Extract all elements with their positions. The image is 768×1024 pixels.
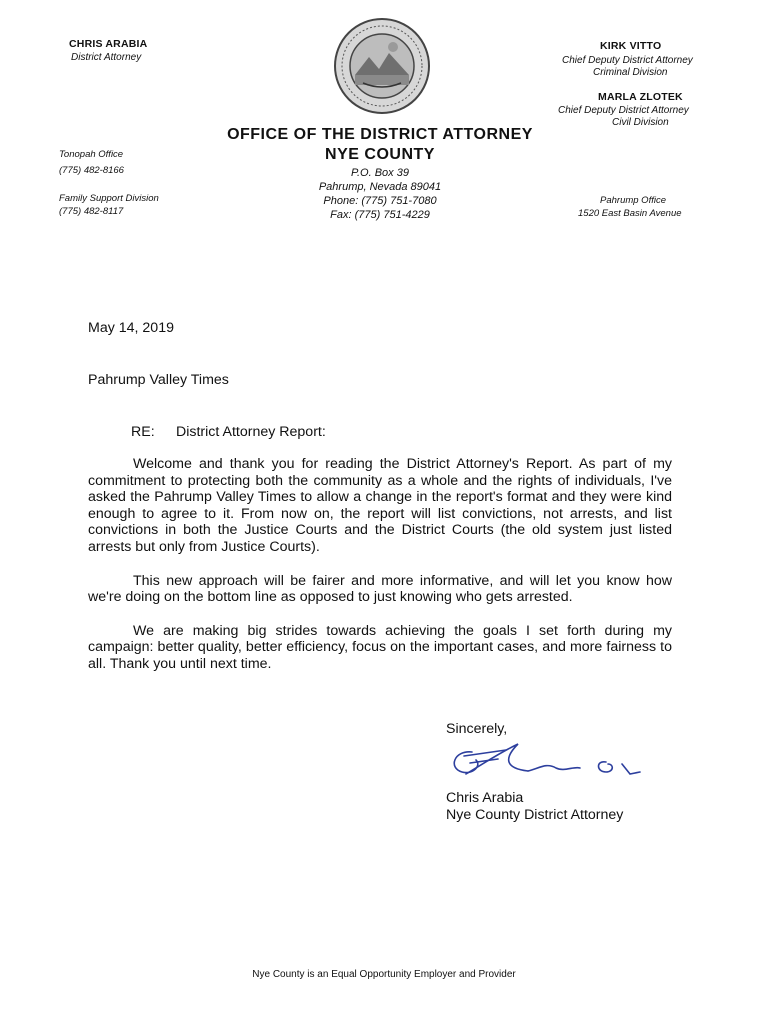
re-subject: District Attorney Report: xyxy=(176,424,326,440)
footer-note: Nye County is an Equal Opportunity Employer and Provider xyxy=(252,969,516,980)
signature-graphic xyxy=(446,738,666,788)
county-seal xyxy=(333,17,431,115)
paragraph-3: We are making big strides towards achieving the goals I set forth during my campaign: better quality, better efficiency, focus on the important cases, and more fairness to all. Thank you until next time. xyxy=(88,622,672,672)
closing: Sincerely, xyxy=(446,721,508,737)
office-title: OFFICE OF THE DISTRICT ATTORNEY xyxy=(227,126,533,143)
chief-deputy-1-division: Criminal Division xyxy=(593,67,668,78)
recipient: Pahrump Valley Times xyxy=(88,372,229,388)
letter-date: May 14, 2019 xyxy=(88,320,174,336)
chief-deputy-1-title: Chief Deputy District Attorney xyxy=(562,55,693,66)
pahrump-office-label: Pahrump Office xyxy=(600,195,666,206)
da-title: District Attorney xyxy=(71,52,142,63)
phone-line: Phone: (775) 751-7080 xyxy=(323,195,437,207)
tonopah-phone: (775) 482-8166 xyxy=(59,165,124,176)
signature xyxy=(446,738,666,788)
tonopah-office-label: Tonopah Office xyxy=(59,149,124,160)
po-box: P.O. Box 39 xyxy=(351,167,409,179)
letter-body xyxy=(88,456,672,673)
seal-graphic xyxy=(333,17,431,115)
chief-deputy-2-division: Civil Division xyxy=(612,117,669,128)
family-support-label: Family Support Division xyxy=(59,193,159,204)
family-support-phone: (775) 482-8117 xyxy=(59,206,124,217)
fax-line: Fax: (775) 751-4229 xyxy=(330,209,430,221)
chief-deputy-1-name: KIRK VITTO xyxy=(600,40,662,52)
letterhead-center xyxy=(200,126,560,222)
re-label: RE: xyxy=(131,424,155,440)
da-name: CHRIS ARABIA xyxy=(69,38,148,50)
signer-name: Chris Arabia xyxy=(446,790,524,806)
pahrump-address: 1520 East Basin Avenue xyxy=(578,208,682,219)
paragraph-2: This new approach will be fairer and more informative, and will let you know how we're doing on the bottom line as opposed to just knowing who gets arrested. xyxy=(88,572,672,606)
signer-title: Nye County District Attorney xyxy=(446,807,624,823)
chief-deputy-2-title: Chief Deputy District Attorney xyxy=(558,105,689,116)
paragraph-1: Welcome and thank you for reading the District Attorney's Report. As part of my commitment to protecting both the community as a whole and the rights of individuals, I've asked the Pahrump Valley Times to allow a change in the report's format and they were kind enough to agree to it. From now on, the report will list convictions, not arrests, and list convictions in both the Justice Courts and the District Courts (the old system just listed arrests but only from Justice Courts). xyxy=(88,456,672,555)
chief-deputy-2-name: MARLA ZLOTEK xyxy=(598,91,683,103)
city-line: Pahrump, Nevada 89041 xyxy=(318,181,442,193)
county-title: NYE COUNTY xyxy=(325,146,435,163)
